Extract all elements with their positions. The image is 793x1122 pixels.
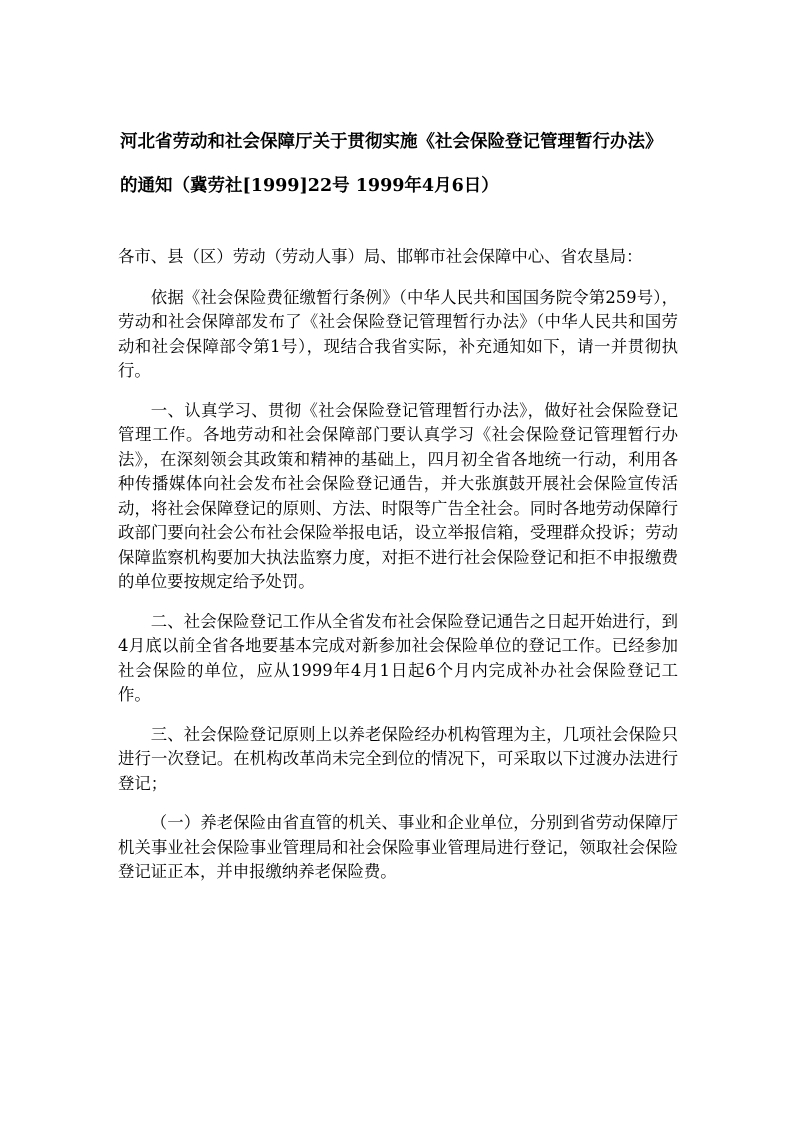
paragraph-section-1: 一、认真学习、贯彻《社会保险登记管理暂行办法》，做好社会保险登记管理工作。各地劳动和社会保障部门要认真学习《社会保险登记管理暂行办法》，在深刻领会其政策和精神的基础上，四月初全省各地统一行动，利用各种传播媒体向社会发布社会保险登记通告，并大张旗鼓开展社会保险宣传活动，将社会保障登记的原则、方法、时限等广告全社会。同时各地劳动保障行政部门要向社会公布社会保险举报电话，设立举报信箱，受理群众投诉；劳动保障监察机构要加大执法监察力度，对拒不进行社会保险登记和拒不申报缴费的单位要按规定给予处罚。 [118, 400, 678, 591]
paragraph-intro: 依据《社会保险费征缴暂行条例》（中华人民共和国国务院令第259号），劳动和社会保障部发布了《社会保险登记管理暂行办法》（中华人民共和国劳动和社会保障部令第1号），现结合我省实际，补充通知如下，请一并贯彻执行。 [118, 287, 678, 380]
document-title-line-2: 的通知（冀劳社[1999]22号 1999年4月6日） [120, 176, 499, 196]
paragraph-section-3: 三、社会保险登记原则上以养老保险经办机构管理为主，几项社会保险只进行一次登记。在机构改革尚未完全到位的情况下，可采取以下过渡办法进行登记； [118, 724, 678, 793]
document-body [118, 245, 678, 900]
document-title-line-1: 河北省劳动和社会保障厅关于贯彻实施《社会保险登记管理暂行办法》 [120, 132, 663, 152]
paragraph-section-2: 二、社会保险登记工作从全省发布社会保险登记通告之日起开始进行，到4月底以前全省各地要基本完成对新参加社会保险单位的登记工作。已经参加社会保险的单位，应从1999年4月1日起6个月内完成补办社会保险登记工作。 [118, 611, 678, 704]
paragraph-subsection-1: （一）养老保险由省直管的机关、事业和企业单位，分别到省劳动保障厅机关事业社会保险事业管理局和社会保险事业管理局进行登记，领取社会保险登记证正本，并申报缴纳养老保险费。 [118, 813, 678, 881]
salutation: 各市、县（区）劳动（劳动人事）局、邯郸市社会保障中心、省农垦局： [118, 247, 643, 266]
